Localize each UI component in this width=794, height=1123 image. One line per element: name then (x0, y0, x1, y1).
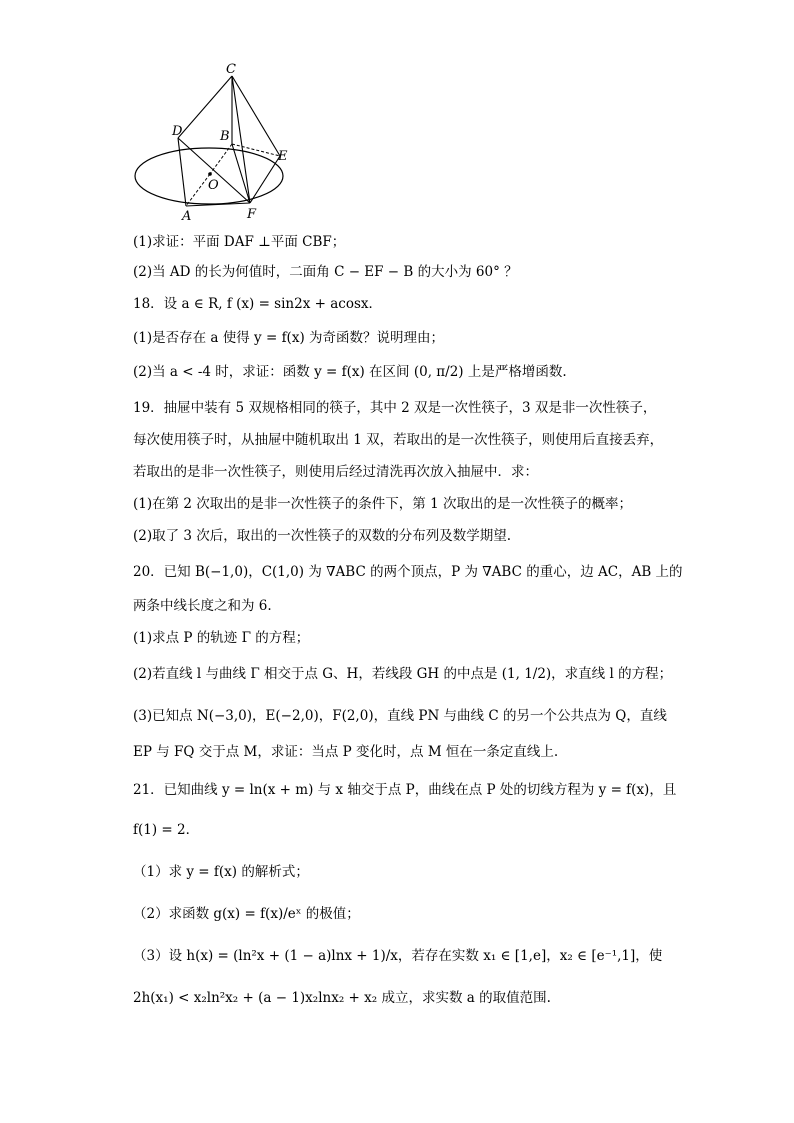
q21-part3-line2: 2h(x₁) < x₂ln²x₂ + (a − 1)x₂lnx₂ + x₂ 成立，求实数 a 的取值范围. (133, 990, 551, 1006)
q21-line1: 21．已知曲线 y = ln(x + m) 与 x 轴交于点 P，曲线在点 P 处的切线方程为 y = f(x)，且 (133, 782, 677, 798)
q20-line2: 两条中线长度之和为 6. (133, 598, 272, 614)
label-C: C (226, 62, 236, 77)
q18-stem: 18．设 a ∈ R, f (x) = sin2x + acosx． (133, 296, 382, 312)
q21-part3-line1: （3）设 h(x) = (ln²x + (1 − a)lnx + 1)/x，若存在实数 x₁ ∈ [1,e]，x₂ ∈ [e⁻¹,1]，使 (133, 948, 663, 964)
geometry-figure (128, 56, 298, 226)
q20-part2: (2)若直线 l 与曲线 Γ 相交于点 G、H，若线段 GH 的中点是 (1, 1/2)，求直线 l 的方程； (133, 666, 673, 682)
edge-DA (178, 138, 186, 206)
q18-part1: (1)是否存在 a 使得 y = f(x) 为奇函数？说明理由； (133, 330, 445, 346)
q20-line1: 20．已知 B(−1,0)，C(1,0) 为 ∇ABC 的两个顶点，P 为 ∇ABC 的重心，边 AC，AB 上的 (133, 564, 683, 580)
edge-FE (250, 156, 280, 203)
label-B: B (220, 129, 230, 144)
q17-part1: (1)求证：平面 DAF ⊥平面 CBF； (133, 234, 346, 250)
q19-line1: 19．抽屉中装有 5 双规格相同的筷子，其中 2 双是一次性筷子，3 双是非一次性筷子， (133, 400, 657, 416)
q19-line3: 若取出的是非一次性筷子，则使用后经过清洗再次放入抽屉中．求： (133, 464, 538, 480)
q19-part2: (2)取了 3 次后，取出的一次性筷子的双数的分布列及数学期望. (133, 528, 512, 544)
q21-line2: f(1) = 2． (133, 822, 200, 838)
label-D: D (172, 124, 183, 139)
q20-part1: (1)求点 P 的轨迹 Γ 的方程； (133, 630, 310, 646)
q20-part3-line1: (3)已知点 N(−3,0)，E(−2,0)，F(2,0)，直线 PN 与曲线 C 的另一个公共点为 Q，直线 (133, 708, 667, 724)
label-E: E (278, 149, 288, 164)
edge-OA (186, 174, 210, 206)
center-point-O (208, 172, 212, 176)
edge-CF (232, 76, 250, 203)
q18-part2: (2)当 a < -4 时，求证：函数 y = f(x) 在区间 (0, π/2) 上是严格增函数. (133, 364, 567, 380)
q21-part1: （1）求 y = f(x) 的解析式； (133, 864, 309, 880)
q19-part1: (1)在第 2 次取出的是非一次性筷子的条件下，第 1 次取出的是一次性筷子的概率； (133, 496, 632, 512)
edge-CE (232, 76, 280, 156)
label-A: A (182, 209, 192, 224)
label-O: O (208, 178, 219, 193)
q21-part2: （2）求函数 g(x) = f(x)/eˣ 的极值； (133, 906, 360, 922)
q20-part3-line2: EP 与 FQ 交于点 M，求证：当点 P 变化时，点 M 恒在一条定直线上. (133, 744, 559, 760)
label-F: F (247, 207, 257, 222)
q19-line2: 每次使用筷子时，从抽屉中随机取出 1 双，若取出的是一次性筷子，则使用后直接丢弃， (133, 432, 664, 448)
q17-part2: (2)当 AD 的长为何值时，二面角 C − EF − B 的大小为 60° ？ (133, 264, 518, 280)
